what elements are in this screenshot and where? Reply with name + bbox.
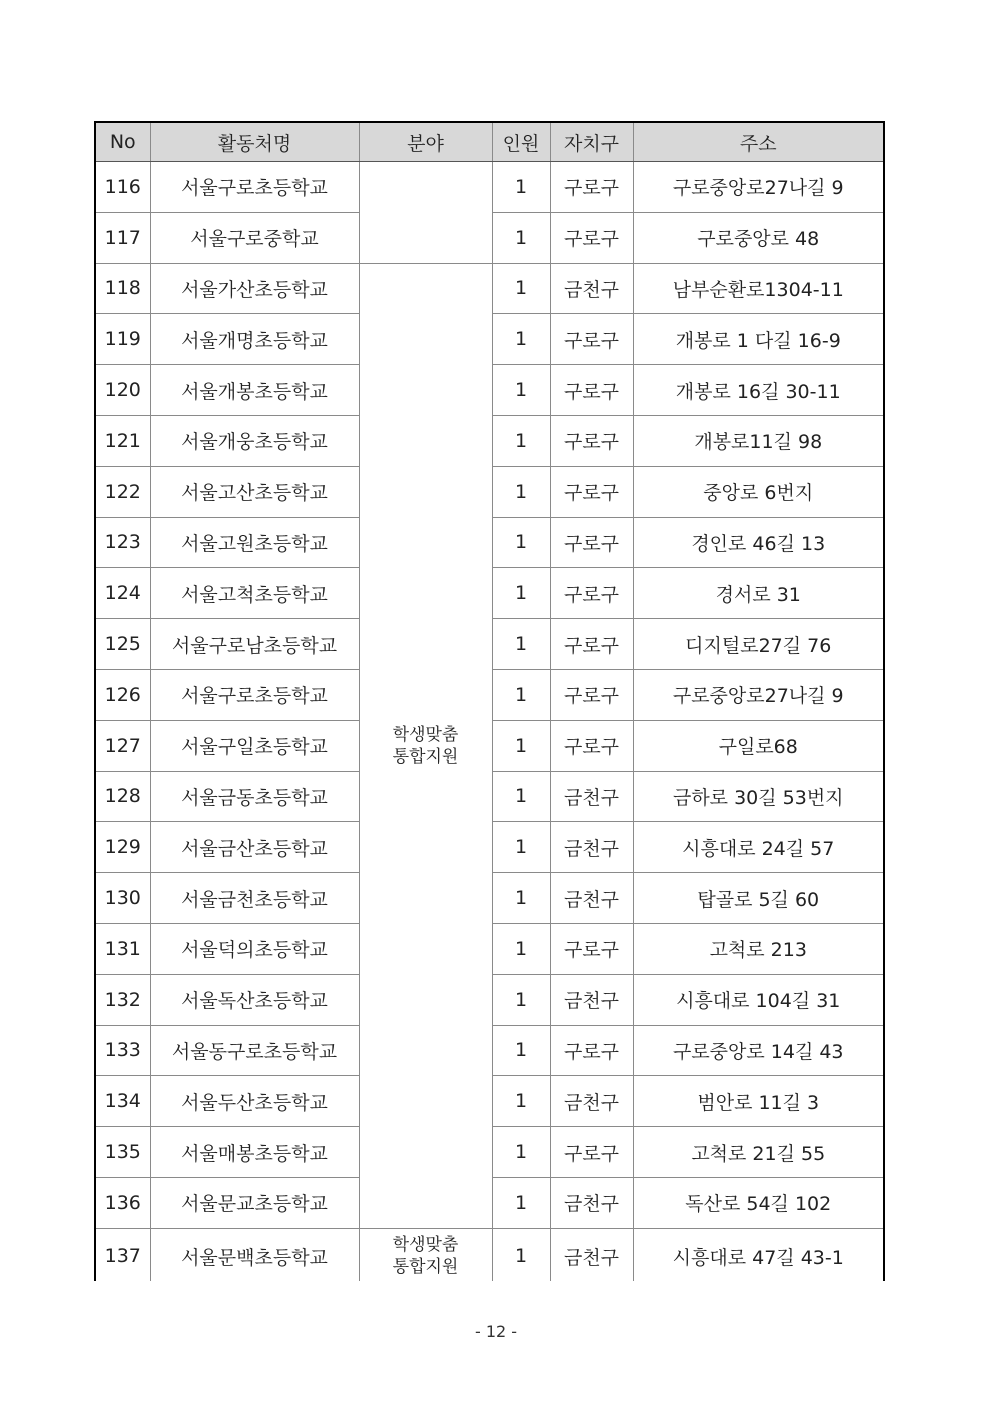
cell-field: 학생맞춤 통합지원 — [359, 263, 492, 1228]
cell-count: 1 — [492, 669, 550, 720]
cell-count: 1 — [492, 365, 550, 416]
cell-address: 경서로 31 — [633, 568, 883, 619]
cell-address: 개봉로 1 다길 16-9 — [633, 314, 883, 365]
cell-count: 1 — [492, 1025, 550, 1076]
cell-place-name: 서울고척초등학교 — [150, 568, 359, 619]
cell-place-name: 서울동구로초등학교 — [150, 1025, 359, 1076]
cell-no: 118 — [96, 263, 150, 314]
cell-address: 고척로 213 — [633, 923, 883, 974]
cell-address: 디지털로27길 76 — [633, 619, 883, 670]
cell-district: 금천구 — [550, 1177, 633, 1228]
cell-place-name: 서울고원초등학교 — [150, 517, 359, 568]
cell-address: 시흥대로 104길 31 — [633, 974, 883, 1025]
table-row — [96, 1228, 883, 1281]
cell-no: 128 — [96, 771, 150, 822]
cell-count: 1 — [492, 1076, 550, 1127]
cell-place-name: 서울덕의초등학교 — [150, 923, 359, 974]
cell-district: 금천구 — [550, 1228, 633, 1281]
cell-place-name: 서울개봉초등학교 — [150, 365, 359, 416]
cell-address: 남부순환로1304-11 — [633, 263, 883, 314]
cell-field — [359, 162, 492, 264]
cell-count: 1 — [492, 263, 550, 314]
cell-count: 1 — [492, 162, 550, 213]
activity-table — [96, 123, 883, 1281]
header-no: No — [96, 123, 150, 162]
cell-count: 1 — [492, 1228, 550, 1281]
cell-no: 130 — [96, 873, 150, 924]
cell-no: 117 — [96, 212, 150, 263]
cell-count: 1 — [492, 923, 550, 974]
cell-district: 금천구 — [550, 822, 633, 873]
cell-place-name: 서울매봉초등학교 — [150, 1127, 359, 1178]
cell-address: 시흥대로 24길 57 — [633, 822, 883, 873]
cell-count: 1 — [492, 1127, 550, 1178]
cell-district: 구로구 — [550, 365, 633, 416]
cell-place-name: 서울개명초등학교 — [150, 314, 359, 365]
cell-district: 금천구 — [550, 873, 633, 924]
cell-district: 금천구 — [550, 771, 633, 822]
cell-address: 개봉로11길 98 — [633, 415, 883, 466]
table-row — [96, 263, 883, 314]
cell-address: 중앙로 6번지 — [633, 466, 883, 517]
cell-district: 구로구 — [550, 669, 633, 720]
table-body — [96, 162, 883, 1282]
cell-district: 금천구 — [550, 1076, 633, 1127]
page-number: - 12 - — [474, 1322, 518, 1341]
cell-place-name: 서울두산초등학교 — [150, 1076, 359, 1127]
cell-district: 구로구 — [550, 517, 633, 568]
cell-no: 131 — [96, 923, 150, 974]
cell-count: 1 — [492, 415, 550, 466]
cell-no: 124 — [96, 568, 150, 619]
cell-district: 금천구 — [550, 974, 633, 1025]
cell-no: 127 — [96, 720, 150, 771]
cell-address: 구로중앙로27나길 9 — [633, 669, 883, 720]
cell-district: 구로구 — [550, 466, 633, 517]
cell-address: 구로중앙로 14길 43 — [633, 1025, 883, 1076]
cell-no: 121 — [96, 415, 150, 466]
cell-count: 1 — [492, 974, 550, 1025]
cell-no: 120 — [96, 365, 150, 416]
cell-count: 1 — [492, 1177, 550, 1228]
cell-district: 금천구 — [550, 263, 633, 314]
cell-place-name: 서울문백초등학교 — [150, 1228, 359, 1281]
cell-count: 1 — [492, 517, 550, 568]
cell-district: 구로구 — [550, 162, 633, 213]
cell-place-name: 서울구로초등학교 — [150, 162, 359, 213]
cell-count: 1 — [492, 822, 550, 873]
cell-no: 129 — [96, 822, 150, 873]
cell-place-name: 서울개웅초등학교 — [150, 415, 359, 466]
cell-place-name: 서울구로초등학교 — [150, 669, 359, 720]
cell-district: 구로구 — [550, 568, 633, 619]
cell-address: 구로중앙로27나길 9 — [633, 162, 883, 213]
cell-no: 137 — [96, 1228, 150, 1281]
cell-place-name: 서울독산초등학교 — [150, 974, 359, 1025]
cell-no: 119 — [96, 314, 150, 365]
cell-count: 1 — [492, 466, 550, 517]
cell-address: 구로중앙로 48 — [633, 212, 883, 263]
cell-place-name: 서울구로남초등학교 — [150, 619, 359, 670]
cell-no: 125 — [96, 619, 150, 670]
cell-count: 1 — [492, 771, 550, 822]
cell-no: 134 — [96, 1076, 150, 1127]
cell-district: 구로구 — [550, 1127, 633, 1178]
cell-address: 금하로 30길 53번지 — [633, 771, 883, 822]
cell-district: 구로구 — [550, 415, 633, 466]
cell-count: 1 — [492, 619, 550, 670]
cell-address: 범안로 11길 3 — [633, 1076, 883, 1127]
cell-district: 구로구 — [550, 1025, 633, 1076]
cell-field: 학생맞춤 통합지원 — [359, 1228, 492, 1281]
cell-count: 1 — [492, 314, 550, 365]
cell-count: 1 — [492, 720, 550, 771]
cell-address: 구일로68 — [633, 720, 883, 771]
cell-count: 1 — [492, 873, 550, 924]
cell-no: 132 — [96, 974, 150, 1025]
cell-address: 경인로 46길 13 — [633, 517, 883, 568]
cell-no: 116 — [96, 162, 150, 213]
cell-place-name: 서울구로중학교 — [150, 212, 359, 263]
cell-no: 126 — [96, 669, 150, 720]
cell-place-name: 서울금동초등학교 — [150, 771, 359, 822]
header-count: 인원 — [492, 123, 550, 162]
header-address: 주소 — [633, 123, 883, 162]
cell-address: 탑골로 5길 60 — [633, 873, 883, 924]
cell-place-name: 서울구일초등학교 — [150, 720, 359, 771]
header-field: 분야 — [359, 123, 492, 162]
cell-place-name: 서울금산초등학교 — [150, 822, 359, 873]
cell-address: 고척로 21길 55 — [633, 1127, 883, 1178]
cell-district: 구로구 — [550, 923, 633, 974]
cell-district: 구로구 — [550, 720, 633, 771]
cell-address: 개봉로 16길 30-11 — [633, 365, 883, 416]
cell-no: 136 — [96, 1177, 150, 1228]
cell-district: 구로구 — [550, 314, 633, 365]
cell-place-name: 서울문교초등학교 — [150, 1177, 359, 1228]
cell-no: 123 — [96, 517, 150, 568]
table-header-row — [96, 123, 883, 162]
cell-place-name: 서울고산초등학교 — [150, 466, 359, 517]
cell-count: 1 — [492, 212, 550, 263]
header-place-name: 활동처명 — [150, 123, 359, 162]
cell-district: 구로구 — [550, 212, 633, 263]
cell-address: 시흥대로 47길 43-1 — [633, 1228, 883, 1281]
cell-place-name: 서울가산초등학교 — [150, 263, 359, 314]
activity-table-container — [94, 121, 885, 1281]
table-row — [96, 162, 883, 213]
header-district: 자치구 — [550, 123, 633, 162]
cell-no: 133 — [96, 1025, 150, 1076]
cell-no: 135 — [96, 1127, 150, 1178]
cell-address: 독산로 54길 102 — [633, 1177, 883, 1228]
cell-district: 구로구 — [550, 619, 633, 670]
cell-count: 1 — [492, 568, 550, 619]
cell-no: 122 — [96, 466, 150, 517]
cell-place-name: 서울금천초등학교 — [150, 873, 359, 924]
